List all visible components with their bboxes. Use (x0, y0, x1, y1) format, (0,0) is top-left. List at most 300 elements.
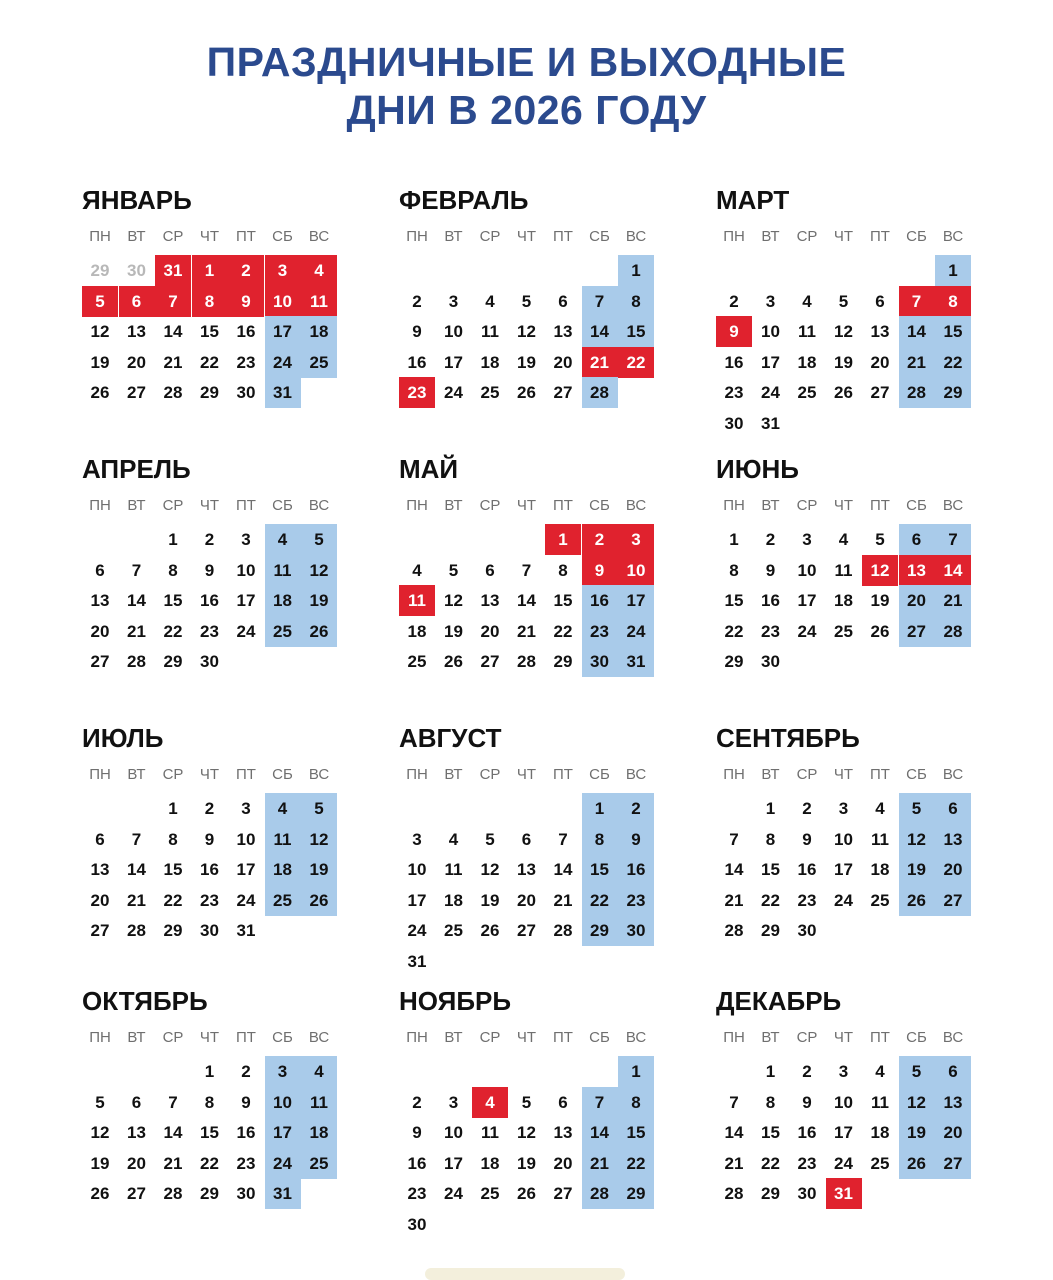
weekday-label: СБ (589, 228, 610, 245)
day: 17 (236, 591, 256, 611)
weekend-day: 11 (265, 555, 301, 586)
weekend-day: 11 (301, 1087, 337, 1118)
day: 10 (236, 560, 256, 580)
weekend-day: 22 (582, 885, 618, 916)
weekend-day: 26 (899, 885, 935, 916)
day: 26 (834, 383, 853, 403)
weekday-label: СБ (906, 497, 927, 514)
day: 16 (200, 860, 219, 880)
day: 22 (761, 890, 780, 910)
weekday-label: ВС (625, 228, 647, 245)
day: 20 (127, 1153, 146, 1173)
day: 8 (168, 829, 178, 849)
weekend-day: 17 (618, 585, 654, 616)
day: 10 (797, 560, 817, 580)
weekend-day: 23 (582, 616, 618, 647)
day: 15 (163, 860, 183, 880)
day: 14 (127, 591, 146, 611)
month-8 (399, 723, 659, 993)
day: 15 (724, 591, 744, 611)
day: 1 (765, 799, 776, 818)
day: 29 (761, 1184, 780, 1204)
weekday-label: ВС (308, 1029, 330, 1046)
day: 2 (802, 799, 812, 818)
weekday-label: ВТ (444, 766, 463, 783)
weekday-label: ПТ (236, 497, 256, 514)
day: 7 (131, 829, 142, 849)
weekend-day: 7 (582, 286, 618, 317)
day: 24 (834, 890, 853, 910)
weekday-label: ВС (625, 497, 647, 514)
weekday-label: ПН (406, 766, 428, 783)
weekend-day: 28 (935, 616, 971, 647)
holiday-day: 7 (899, 286, 935, 317)
day: 17 (797, 591, 817, 611)
day: 28 (163, 1184, 183, 1204)
day: 29 (200, 383, 219, 403)
day: 5 (521, 291, 532, 311)
day: 5 (485, 829, 495, 849)
holiday-day: 9 (716, 316, 752, 347)
day: 20 (553, 1153, 573, 1173)
day: 30 (236, 383, 256, 403)
weekday-label: ЧТ (516, 497, 537, 514)
day: 20 (127, 352, 146, 372)
day: 23 (761, 621, 780, 641)
weekend-day: 16 (618, 854, 654, 885)
day: 19 (834, 352, 853, 372)
weekend-day: 7 (582, 1087, 618, 1118)
weekday-label: ЧТ (833, 1029, 854, 1046)
weekend-day: 22 (618, 1148, 654, 1179)
weekday-label: СР (162, 766, 184, 783)
holiday-day: 6 (119, 286, 155, 317)
weekday-label: ВТ (444, 497, 463, 514)
weekend-day: 8 (618, 286, 654, 317)
month-7 (82, 723, 342, 993)
day: 11 (871, 829, 889, 849)
day: 12 (480, 860, 500, 880)
weekend-day: 12 (899, 1087, 935, 1118)
day: 24 (834, 1153, 853, 1173)
weekday-label: ПН (723, 766, 745, 783)
day: 9 (802, 829, 812, 849)
weekday-label: ЧТ (199, 497, 220, 514)
weekend-day: 8 (582, 824, 618, 855)
holiday-day: 4 (472, 1087, 508, 1118)
month-6 (716, 454, 976, 724)
day: 27 (127, 383, 146, 403)
holiday-day: 9 (228, 286, 264, 317)
weekend-day: 31 (265, 1178, 301, 1209)
day: 31 (407, 952, 427, 971)
day: 26 (90, 383, 110, 403)
title-line-1: ПРАЗДНИЧНЫЕ И ВЫХОДНЫЕ (206, 39, 847, 85)
day: 16 (407, 1153, 427, 1173)
month-name: НОЯБРЬ (399, 986, 512, 1016)
weekend-day: 20 (935, 1117, 971, 1148)
day: 27 (517, 921, 536, 941)
day: 3 (448, 1092, 459, 1112)
day: 20 (870, 352, 890, 372)
weekday-label: ЧТ (833, 228, 854, 245)
weekday-label: СБ (906, 228, 927, 245)
day: 23 (236, 1153, 256, 1173)
day: 23 (724, 383, 744, 403)
day: 19 (517, 352, 536, 372)
day: 20 (517, 890, 536, 910)
day: 17 (834, 1123, 853, 1143)
month-4 (82, 454, 342, 724)
weekend-day: 9 (618, 824, 654, 855)
day: 10 (444, 322, 463, 342)
weekend-day: 19 (301, 585, 337, 616)
day: 17 (236, 860, 256, 880)
weekend-day: 29 (618, 1178, 654, 1209)
weekend-day: 20 (899, 585, 935, 616)
day: 5 (95, 1092, 105, 1112)
day: 27 (553, 383, 573, 403)
weekend-day: 13 (935, 1087, 971, 1118)
day: 22 (163, 890, 183, 910)
weekday-label: ПН (89, 497, 111, 514)
day: 14 (127, 860, 146, 880)
day: 10 (444, 1123, 463, 1143)
day: 10 (834, 829, 853, 849)
weekday-label: СР (162, 1029, 184, 1046)
day: 2 (802, 1062, 812, 1081)
day: 19 (90, 1153, 110, 1173)
day: 14 (163, 322, 183, 342)
day: 2 (412, 1092, 422, 1112)
weekend-day: 25 (265, 885, 301, 916)
day: 14 (517, 591, 536, 611)
weekend-day: 21 (935, 585, 971, 616)
day: 21 (127, 621, 146, 641)
weekday-label: ПТ (236, 766, 256, 783)
weekday-label: ПТ (553, 228, 573, 245)
day: 21 (517, 621, 536, 641)
day: 13 (90, 860, 110, 880)
day: 3 (241, 530, 251, 549)
day: 31 (236, 921, 256, 941)
weekend-day: 5 (301, 793, 337, 824)
title-line-2: ДНИ В 2026 ГОДУ (346, 87, 707, 133)
weekday-label: ЧТ (516, 1029, 537, 1046)
day: 9 (204, 560, 215, 580)
day: 2 (204, 530, 215, 549)
day: 5 (875, 530, 885, 549)
day: 29 (200, 1184, 219, 1204)
day: 1 (204, 1062, 215, 1081)
day: 7 (131, 560, 142, 580)
day: 6 (95, 829, 105, 849)
day: 22 (200, 1153, 219, 1173)
day: 26 (517, 1184, 536, 1204)
weekend-day: 21 (582, 1148, 618, 1179)
day: 19 (90, 352, 110, 372)
weekend-day: 27 (899, 616, 935, 647)
day: 16 (797, 860, 817, 880)
weekday-label: ЧТ (199, 228, 220, 245)
weekday-label: СБ (589, 766, 610, 783)
day: 25 (870, 1153, 890, 1173)
weekday-label: ВТ (127, 766, 146, 783)
holiday-day: 8 (192, 286, 228, 317)
day: 18 (834, 591, 853, 611)
day: 4 (838, 530, 849, 549)
day: 25 (480, 383, 500, 403)
day: 22 (553, 621, 573, 641)
weekday-label: СБ (906, 1029, 927, 1046)
day: 18 (444, 890, 463, 910)
day: 26 (517, 383, 536, 403)
weekend-day: 12 (899, 824, 935, 855)
day: 6 (558, 1092, 568, 1112)
weekend-day: 23 (618, 885, 654, 916)
day: 24 (797, 621, 817, 641)
holiday-day: 3 (618, 524, 654, 555)
month-name: ИЮНЬ (716, 454, 799, 484)
weekday-label: ВТ (761, 1029, 780, 1046)
holiday-day: 3 (265, 255, 301, 286)
weekend-day: 19 (899, 854, 935, 885)
day: 29 (761, 921, 780, 941)
day: 20 (480, 621, 500, 641)
weekday-label: СР (479, 228, 501, 245)
holiday-day: 21 (582, 347, 618, 378)
weekend-day: 18 (265, 585, 301, 616)
day: 8 (558, 560, 568, 580)
weekend-day: 2 (618, 793, 654, 824)
day: 30 (761, 652, 780, 672)
day: 18 (480, 1153, 500, 1173)
month-name: ОКТЯБРЬ (82, 986, 208, 1016)
day: 9 (412, 1123, 422, 1143)
weekday-label: ПН (89, 766, 111, 783)
holiday-day: 7 (155, 286, 191, 317)
day: 4 (875, 799, 885, 818)
weekend-day: 25 (265, 616, 301, 647)
month-3 (716, 185, 976, 455)
day: 4 (875, 1062, 885, 1081)
weekday-label: ЧТ (833, 766, 854, 783)
day: 23 (236, 352, 256, 372)
day: 9 (802, 1092, 812, 1112)
weekend-day: 26 (301, 616, 337, 647)
day: 22 (163, 621, 183, 641)
weekend-day: 24 (265, 1148, 301, 1179)
day: 13 (553, 322, 573, 342)
day: 25 (834, 621, 853, 641)
month-name: СЕНТЯБРЬ (716, 723, 860, 753)
weekend-day: 24 (265, 347, 301, 378)
weekday-label: ВТ (444, 228, 463, 245)
day: 24 (444, 1184, 463, 1204)
weekend-day: 17 (265, 1117, 301, 1148)
day: 8 (729, 560, 739, 580)
day: 25 (444, 921, 463, 941)
day: 16 (236, 322, 256, 342)
day: 5 (838, 291, 849, 311)
day: 23 (407, 1184, 427, 1204)
day: 24 (236, 890, 256, 910)
day: 6 (95, 560, 105, 580)
day: 2 (765, 530, 776, 549)
weekend-day: 19 (899, 1117, 935, 1148)
day: 25 (480, 1184, 500, 1204)
day: 1 (729, 530, 739, 549)
day: 17 (761, 352, 780, 372)
day: 28 (127, 921, 146, 941)
day: 11 (798, 322, 816, 342)
weekday-label: СБ (906, 766, 927, 783)
day: 6 (485, 560, 495, 580)
day: 9 (412, 322, 422, 342)
holiday-day: 23 (399, 377, 435, 408)
day: 22 (761, 1153, 780, 1173)
weekend-day: 30 (618, 915, 654, 946)
weekday-label: ПН (406, 1029, 428, 1046)
day: 16 (200, 591, 219, 611)
day: 14 (724, 1123, 744, 1143)
weekend-day: 14 (582, 1117, 618, 1148)
day: 24 (236, 621, 256, 641)
weekend-day: 26 (301, 885, 337, 916)
day: 18 (870, 860, 890, 880)
day: 12 (517, 1123, 536, 1143)
holiday-day: 4 (301, 255, 337, 286)
weekend-day: 17 (265, 316, 301, 347)
weekday-label: ЧТ (516, 766, 537, 783)
month-name: АПРЕЛЬ (82, 454, 191, 484)
holiday-day: 14 (935, 555, 971, 586)
weekday-label: ВС (942, 497, 964, 514)
day: 27 (127, 1184, 146, 1204)
day: 25 (870, 890, 890, 910)
weekday-label: СБ (589, 497, 610, 514)
day: 18 (870, 1123, 890, 1143)
month-name: ФЕВРАЛЬ (399, 185, 529, 215)
weekend-day: 6 (899, 524, 935, 555)
day: 19 (517, 1153, 536, 1173)
day: 28 (127, 652, 146, 672)
holiday-day: 1 (192, 255, 228, 286)
holiday-day: 31 (826, 1178, 862, 1209)
day: 27 (90, 652, 110, 672)
holiday-day: 5 (82, 286, 118, 317)
weekend-day: 16 (582, 585, 618, 616)
day: 11 (871, 1092, 889, 1112)
day: 31 (761, 414, 780, 433)
month-name: ЯНВАРЬ (82, 185, 192, 215)
day: 23 (797, 890, 817, 910)
weekend-day: 15 (935, 316, 971, 347)
weekday-label: СБ (589, 1029, 610, 1046)
day: 9 (204, 829, 215, 849)
weekday-label: ВС (942, 766, 964, 783)
weekday-label: ВТ (127, 228, 146, 245)
weekend-day: 5 (301, 524, 337, 555)
month-name: АВГУСТ (399, 723, 502, 753)
weekend-day: 4 (265, 524, 301, 555)
day: 26 (480, 921, 500, 941)
day: 12 (517, 322, 536, 342)
weekend-day: 15 (582, 854, 618, 885)
weekday-label: СР (479, 766, 501, 783)
month-9 (716, 723, 976, 993)
weekend-day: 8 (618, 1087, 654, 1118)
day: 17 (407, 890, 427, 910)
month-2 (399, 185, 659, 455)
holiday-day: 22 (618, 347, 654, 378)
day: 17 (444, 352, 463, 372)
weekend-day: 4 (301, 1056, 337, 1087)
page-title (0, 38, 1053, 134)
weekday-label: ПТ (236, 1029, 256, 1046)
day: 23 (200, 890, 219, 910)
weekday-label: ПТ (236, 228, 256, 245)
day: 25 (797, 383, 817, 403)
holiday-day: 11 (399, 585, 435, 616)
day: 23 (797, 1153, 817, 1173)
day: 14 (553, 860, 573, 880)
day: 29 (724, 652, 744, 672)
day: 23 (200, 621, 219, 641)
month-10 (82, 986, 342, 1256)
weekday-label: ЧТ (199, 1029, 220, 1046)
day: 11 (481, 1123, 499, 1143)
weekday-label: ЧТ (833, 497, 854, 514)
day: 30 (200, 921, 219, 941)
day: 3 (412, 829, 422, 849)
weekend-day: 1 (618, 255, 654, 286)
weekend-day: 28 (582, 377, 618, 408)
weekday-label: ВС (308, 497, 330, 514)
day: 7 (729, 829, 739, 849)
weekend-day: 11 (265, 824, 301, 855)
weekend-day: 31 (618, 646, 654, 677)
day: 21 (163, 1153, 183, 1173)
day: 30 (797, 1184, 817, 1204)
day: 14 (724, 860, 744, 880)
weekday-label: СР (796, 497, 818, 514)
weekend-day: 27 (935, 1148, 971, 1179)
weekend-day: 21 (899, 347, 935, 378)
weekday-label: ВТ (444, 1029, 463, 1046)
weekday-label: ЧТ (516, 228, 537, 245)
day: 3 (241, 799, 251, 818)
month-5 (399, 454, 659, 724)
day: 11 (481, 322, 499, 342)
day: 1 (765, 1062, 776, 1081)
day: 30 (407, 1215, 427, 1234)
day: 26 (870, 621, 890, 641)
day: 18 (797, 352, 817, 372)
day: 21 (724, 890, 744, 910)
month-11 (399, 986, 659, 1256)
weekend-day: 18 (301, 1117, 337, 1148)
day: 16 (724, 352, 744, 372)
holiday-day: 2 (228, 255, 264, 286)
day: 18 (407, 621, 427, 641)
weekday-label: СБ (272, 1029, 293, 1046)
weekday-label: СР (479, 497, 501, 514)
day: 22 (724, 621, 744, 641)
weekend-day: 5 (899, 793, 935, 824)
weekday-label: СР (162, 228, 184, 245)
day: 13 (90, 591, 110, 611)
